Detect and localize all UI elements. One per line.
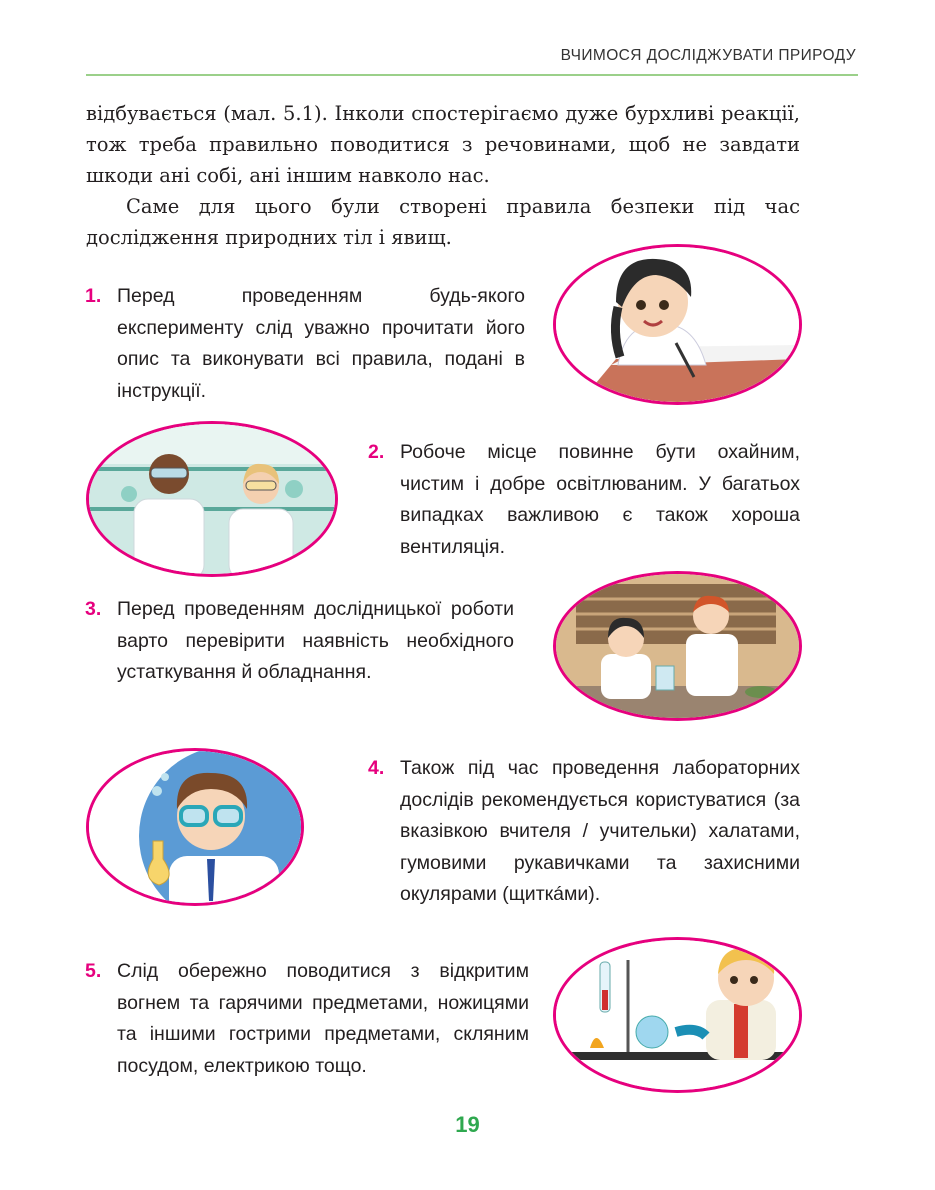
rule-text: Перед проведенням дослідницької роботи варто перевірити наявність необхідного устаткування й обладнання. [117, 598, 514, 683]
rule-number: 5. [85, 960, 102, 982]
header-title: ВЧИМОСЯ ДОСЛІДЖУВАТИ ПРИРОДУ [560, 47, 856, 64]
boy-goggles-flask-illustration [86, 748, 304, 906]
rule-text: Робоче місце повинне бути охайним, чистим і добре освітлюваним. У багатьох випадках важливою є також хороша вентиляція. [400, 441, 800, 558]
rule-text: Також під час проведення лабораторних дослідів рекомендується користуватися (за вказівкою вчителя / учительки) халатами, гумовими рукавичками та захисними окулярами (щиткáми). [400, 757, 800, 905]
intro-paragraph-1: відбувається (мал. 5.1). Інколи спостерігаємо дуже бурхливі реакції, тож треба правильно поводитися з речовинами, щоб не завдати шкоди ані собі, ані іншим навколо нас. [86, 102, 800, 187]
rule-number: 3. [85, 598, 102, 620]
boy-lab-burner-illustration [553, 937, 802, 1093]
girl-writing-illustration [553, 244, 802, 405]
running-header [86, 40, 858, 76]
kids-checking-equipment-illustration [553, 571, 802, 721]
rule-number: 1. [85, 285, 102, 307]
rule-item-2 [368, 437, 800, 563]
intro-text [86, 98, 800, 253]
rule-item-1 [85, 281, 525, 407]
rule-item-3 [85, 594, 514, 689]
rule-text: Перед проведенням будь-якого експерименту слід уважно прочитати його опис та виконувати всі правила, подані в інструкції. [117, 285, 525, 402]
rule-number: 4. [368, 757, 385, 779]
intro-paragraph-2: Саме для цього були створені правила безпеки під час дослідження природних тіл і явищ. [86, 195, 800, 249]
page-number: 19 [455, 1112, 480, 1137]
rule-item-4 [368, 753, 800, 911]
rule-item-5 [85, 956, 529, 1082]
rule-text: Слід обережно поводитися з відкритим вогнем та гарячими предметами, ножицями та іншими гострими предметами, скляним посудом, електрикою тощо. [117, 960, 529, 1077]
lab-scientists-illustration [86, 421, 338, 577]
rule-number: 2. [368, 441, 385, 463]
